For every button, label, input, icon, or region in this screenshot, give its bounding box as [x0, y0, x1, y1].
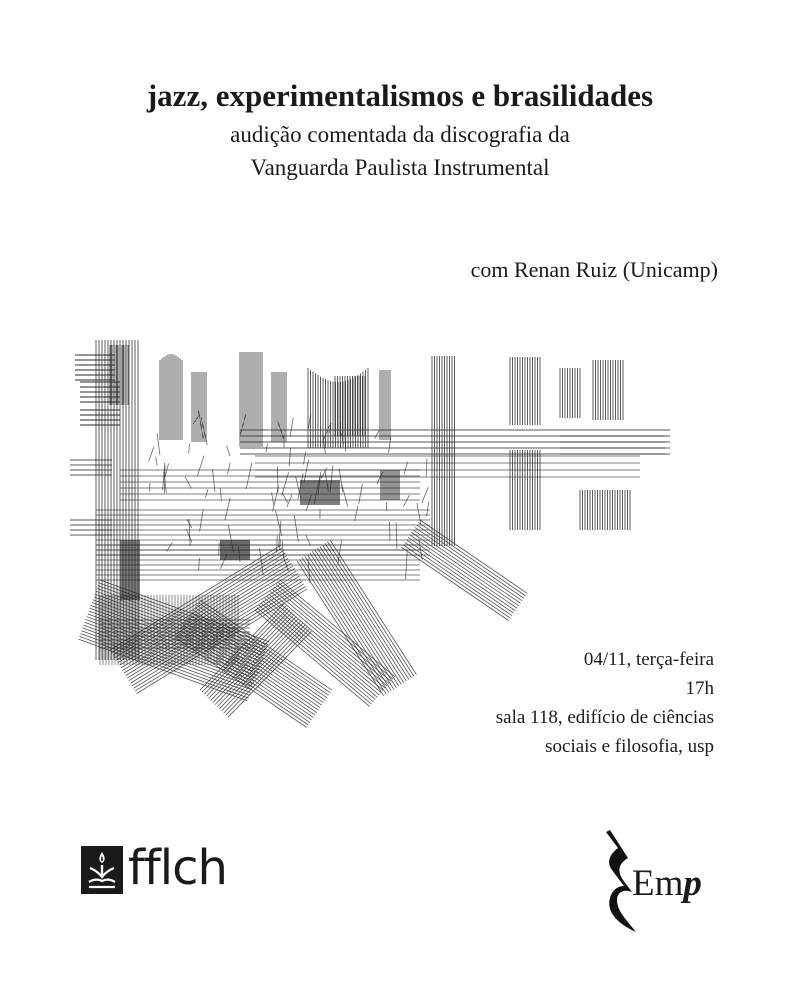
- event-location-line-1: sala 118, edifício de ciências: [495, 707, 714, 728]
- speaker-credit: com Renan Ruiz (Unicamp): [470, 257, 718, 282]
- emp-wordmark-p: p: [683, 863, 702, 904]
- fflch-wordmark: fflch: [128, 840, 227, 896]
- event-date: 04/11, terça-feira: [583, 649, 714, 670]
- event-details: [496, 645, 714, 761]
- event-subtitle-line-2: Vanguarda Paulista Instrumental: [250, 155, 550, 180]
- emp-logo: [600, 828, 740, 938]
- fflch-logo: [81, 840, 241, 906]
- fflch-emblem-icon: [81, 846, 123, 894]
- emp-wordmark: [632, 862, 702, 906]
- event-title: jazz, experimentalismos e brasilidades: [146, 78, 654, 113]
- event-location-line-2: sociais e filosofia, usp: [545, 736, 714, 757]
- event-subtitle-line-1: audição comentada da discografia da: [230, 122, 570, 147]
- event-time: 17h: [685, 678, 714, 699]
- emp-wordmark-main: Em: [632, 863, 684, 904]
